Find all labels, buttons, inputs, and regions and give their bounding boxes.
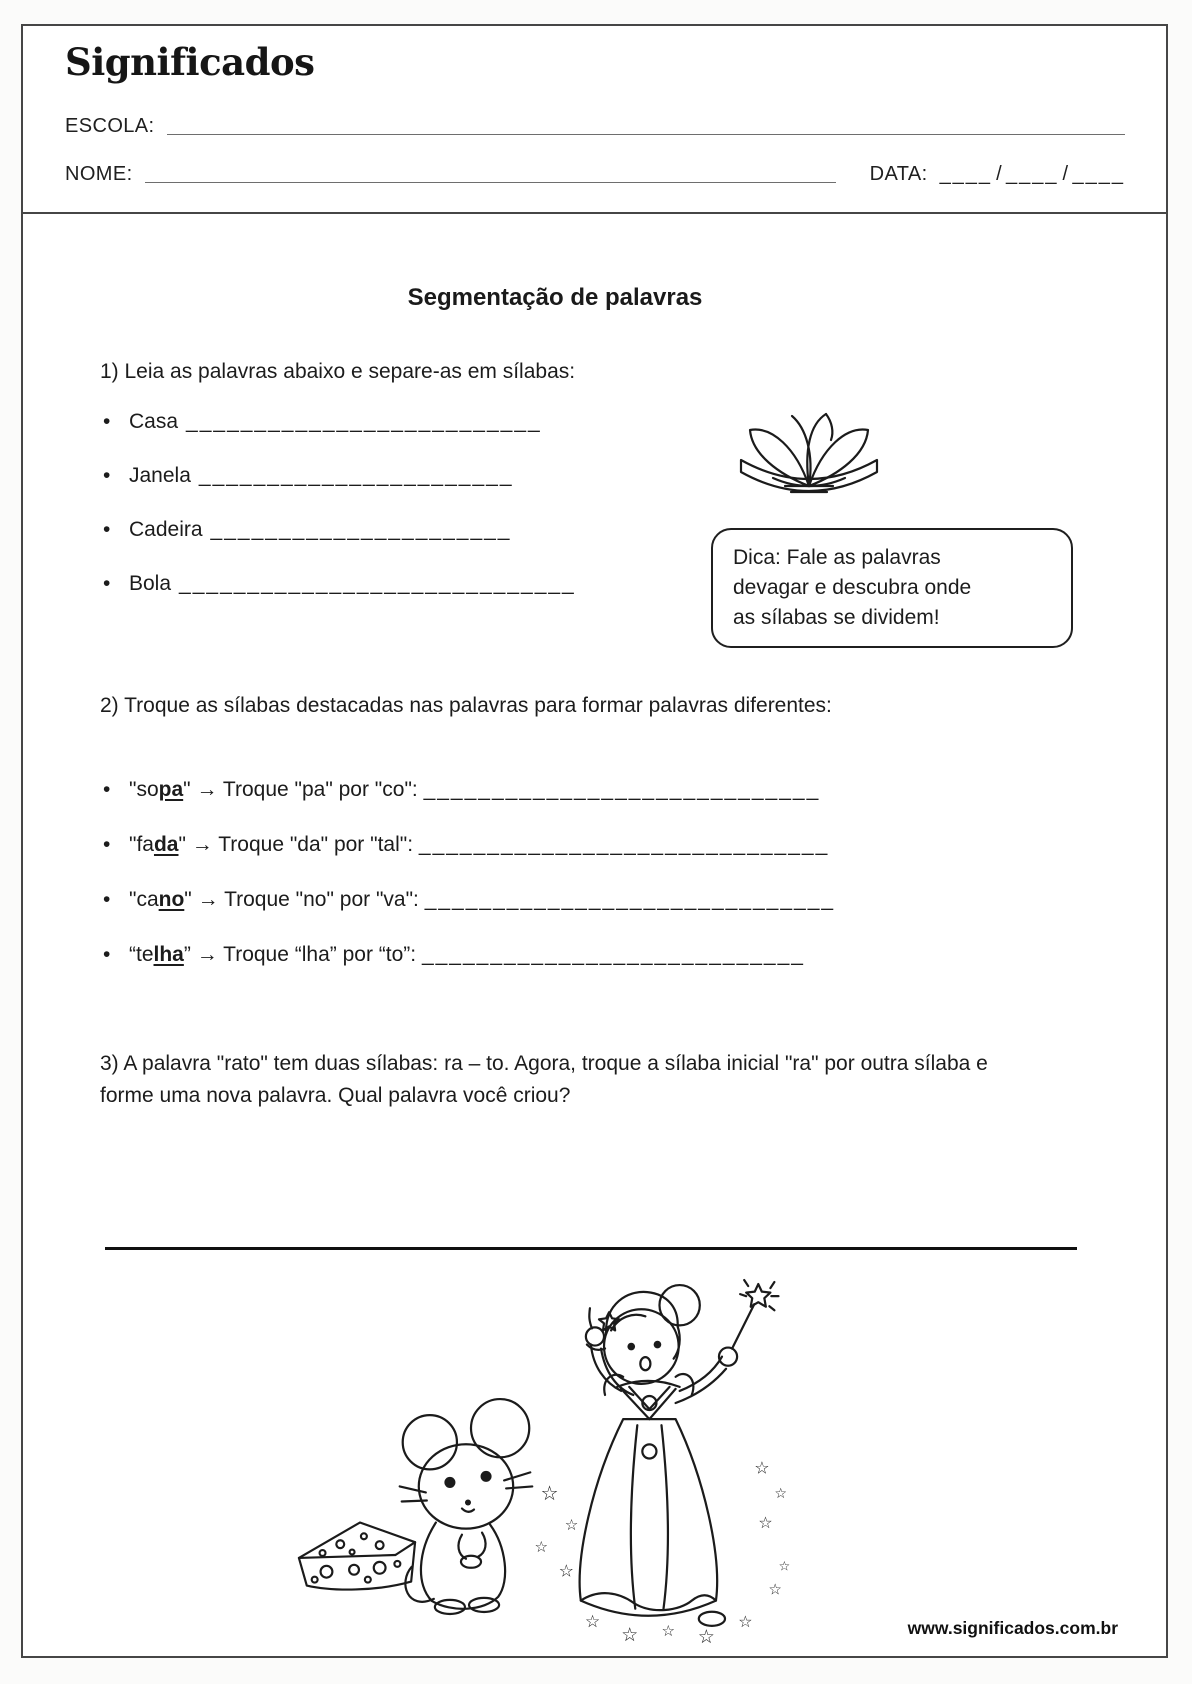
bullet-icon: • [103, 778, 111, 801]
q2-word-highlight: pa [158, 778, 184, 801]
svg-text:☆: ☆ [758, 1513, 773, 1533]
header-divider [23, 212, 1166, 214]
date-separator: / [996, 163, 1003, 185]
q2-instruction: → Troque “lha” por “to”: [190, 943, 422, 966]
q2-instruction: → Troque "pa" por "co": [190, 778, 424, 801]
significados-logo: Significados [65, 40, 315, 84]
date-month-blank[interactable]: ____ [1006, 163, 1059, 185]
q2-word-highlight: da [153, 833, 179, 856]
q2-row-fada [103, 833, 835, 865]
q1-row-janela [103, 464, 576, 496]
q2-word-highlight: no [158, 888, 185, 911]
bullet-icon: • [103, 943, 111, 966]
q1-row-casa [103, 410, 576, 442]
date-separator: / [1062, 163, 1069, 185]
q2-instruction: → Troque "da" por "tal": [185, 833, 419, 856]
q2-word-suffix: " [178, 833, 186, 856]
bullet-icon: • [103, 833, 111, 856]
bullet-icon: • [103, 464, 111, 487]
bullet-icon: • [103, 518, 111, 541]
q2-row-sopa [103, 778, 835, 810]
svg-text:☆: ☆ [697, 1624, 715, 1646]
tip-box [711, 528, 1073, 648]
q1-word: Janela [129, 464, 191, 487]
school-label: ESCOLA: [65, 115, 155, 137]
footer-website: www.significados.com.br [907, 1618, 1118, 1638]
tip-text: Dica: Fale as palavras devagar e descubra onde as sílabas se dividem! [733, 546, 972, 629]
q2-blank-line[interactable]: _____________________________ [423, 778, 821, 801]
date-label: DATA: [869, 163, 928, 185]
q1-blank-line[interactable]: ______________________ [210, 518, 512, 541]
q2-prompt: 2) Troque as sílabas destacadas nas palavras para formar palavras diferentes: [100, 694, 832, 717]
q2-word-highlight: lha [153, 943, 184, 966]
svg-text:☆: ☆ [754, 1458, 770, 1479]
svg-text:☆: ☆ [778, 1559, 791, 1575]
q2-word-suffix: " [184, 888, 192, 911]
q2-blank-line[interactable]: ______________________________ [418, 833, 830, 856]
svg-text:☆: ☆ [621, 1622, 639, 1646]
q2-blank-line[interactable]: ______________________________ [424, 888, 836, 911]
q2-blank-line[interactable]: ____________________________ [421, 943, 805, 966]
mouse-illustration [395, 1384, 547, 1625]
svg-text:☆: ☆ [661, 1621, 676, 1640]
q2-word-prefix: "fa [129, 833, 154, 856]
svg-text:☆: ☆ [564, 1516, 579, 1535]
date-year-blank[interactable]: ____ [1072, 163, 1125, 185]
q1-blank-line[interactable]: _______________________ [198, 464, 514, 487]
bullet-icon: • [103, 410, 111, 433]
q2-word-prefix: "so [129, 778, 159, 801]
q1-word: Cadeira [129, 518, 203, 541]
bullet-icon: • [103, 572, 111, 595]
svg-text:☆: ☆ [738, 1611, 753, 1631]
open-book-icon [733, 402, 885, 521]
worksheet-sheet [21, 24, 1168, 1658]
q3-prompt: 3) A palavra "rato" tem duas sílabas: ra – to. Agora, troque a sílaba inicial "ra" por outra sílaba e forme uma nova palavra. Qual palavra você criou? [100, 1052, 988, 1107]
q1-blank-line[interactable]: _____________________________ [179, 572, 576, 595]
q2-word-suffix: " [183, 778, 191, 801]
svg-text:☆: ☆ [774, 1485, 788, 1502]
q1-prompt: 1) Leia as palavras abaixo e separe-as em sílabas: [100, 360, 576, 383]
name-input-line[interactable] [145, 160, 836, 183]
name-label: NOME: [65, 163, 133, 185]
svg-text:☆: ☆ [534, 1538, 549, 1557]
svg-text:☆: ☆ [540, 1480, 559, 1505]
date-day-blank[interactable]: ____ [939, 163, 993, 185]
q2-instruction: → Troque "no" por "va": [191, 888, 425, 911]
school-input-line[interactable] [167, 112, 1126, 135]
q2-word-suffix: ” [183, 943, 191, 966]
q2-row-cano [103, 888, 835, 920]
svg-text:☆: ☆ [768, 1580, 782, 1599]
q2-item-list [103, 778, 835, 998]
q1-word: Casa [129, 410, 179, 433]
q1-row-cadeira [103, 518, 576, 550]
q2-word-prefix: “te [129, 943, 154, 966]
q2-row-telha [103, 943, 835, 975]
q1-row-bola [103, 572, 576, 604]
svg-text:☆: ☆ [558, 1561, 575, 1582]
q2-word-prefix: "ca [129, 888, 159, 911]
q1-blank-line[interactable]: __________________________ [186, 410, 542, 433]
school-row [65, 112, 1125, 138]
fairy-godmother-illustration [528, 1278, 796, 1651]
q1-word: Bola [129, 572, 172, 595]
bullet-icon: • [103, 888, 111, 911]
page-title: Segmentação de palavras [407, 284, 703, 311]
name-row [65, 160, 1125, 186]
svg-text:☆: ☆ [584, 1611, 601, 1632]
date-fields [940, 163, 1125, 186]
q1-word-list [103, 410, 576, 626]
q3-answer-line[interactable] [105, 1247, 1077, 1250]
